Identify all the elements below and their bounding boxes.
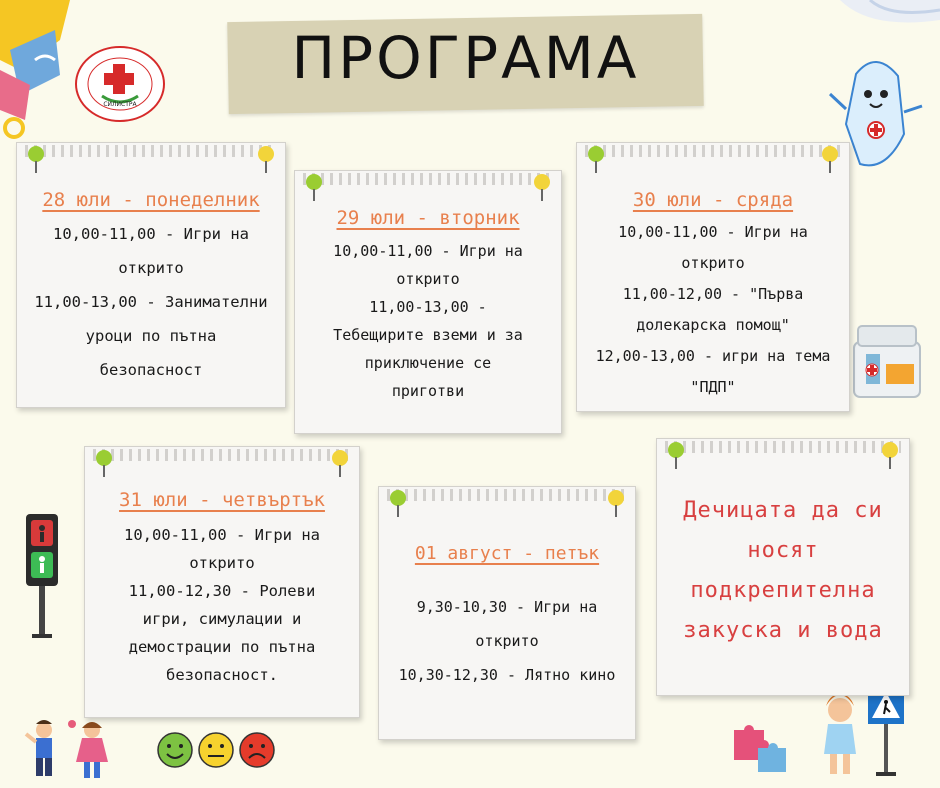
schedule-line: игри, симулации и <box>142 610 302 628</box>
day-heading: 28 юли - понеделник <box>42 189 260 211</box>
day-schedule <box>379 590 635 692</box>
day-card-thursday <box>84 446 360 718</box>
schedule-line: безопасност <box>99 361 203 379</box>
pedestrian-crossing-sign-icon <box>818 684 914 780</box>
day-heading: 30 юли - сряда <box>632 189 794 211</box>
day-card-tuesday <box>294 170 562 434</box>
schedule-line: 10,00-11,00 - Игри на <box>53 225 249 243</box>
note-rings <box>303 173 553 185</box>
schedule-line: открито <box>475 632 539 650</box>
day-card-wednesday <box>576 142 850 412</box>
pushpin-icon <box>879 441 901 471</box>
note-rings <box>665 441 901 453</box>
smiley-faces-icon <box>156 730 278 770</box>
note-rings <box>585 145 841 157</box>
day-schedule <box>85 521 359 689</box>
schedule-line: 10,00-11,00 - Игри на <box>618 223 808 241</box>
pushpin-icon <box>531 173 553 203</box>
schedule-line: демострации по пътна <box>128 638 316 656</box>
page-title: ПРОГРАМА <box>291 24 640 92</box>
schedule-line: "ПДП" <box>690 378 736 396</box>
reminder-text <box>657 491 909 651</box>
note-rings <box>93 449 351 461</box>
schedule-line: безопасност. <box>166 666 278 684</box>
day-schedule <box>577 217 849 403</box>
reminder-line: подкрепителна <box>690 578 876 603</box>
first-aid-kit-icon <box>848 312 928 407</box>
note-rings <box>387 489 627 501</box>
schedule-line: приключение се <box>364 354 492 372</box>
reminder-line: Дечицата да си <box>683 498 883 523</box>
reminder-card <box>656 438 910 696</box>
schedule-line: 10,00-11,00 - Игри на <box>124 526 320 544</box>
schedule-line: открито <box>118 259 184 277</box>
schedule-line: открито <box>681 254 745 272</box>
schedule-line: долекарска помощ" <box>636 316 790 334</box>
day-heading: 01 август - петък <box>414 543 600 564</box>
schedule-line: открито <box>396 270 460 288</box>
schedule-line: 10,00-11,00 - Игри на <box>333 242 523 260</box>
pushpin-icon <box>93 449 115 479</box>
schedule-line: уроци по пътна <box>85 327 217 345</box>
schedule-line: 11,00-12,30 - Ролеви <box>128 582 316 600</box>
schedule-line: 12,00-13,00 - игри на тема <box>595 347 831 365</box>
logo-city: СИЛИСТРА <box>103 101 137 108</box>
schedule-line: приготви <box>391 382 465 400</box>
day-schedule <box>295 237 561 405</box>
corner-decoration-icon <box>830 0 940 40</box>
children-icon <box>22 718 118 782</box>
day-schedule <box>17 217 285 387</box>
schedule-line: 10,30-12,30 - Лятно кино <box>398 666 616 684</box>
day-heading: 29 юли - вторник <box>336 207 520 229</box>
logo <box>72 44 168 124</box>
schedule-line: 11,00-13,00 - Занимателни <box>34 293 268 311</box>
reminder-line: закуска и вода <box>683 618 883 643</box>
note-rings <box>25 145 277 157</box>
schedule-line: 9,30-10,30 - Игри на <box>416 598 598 616</box>
reminder-line: носят <box>747 538 819 563</box>
schedule-line: 11,00-13,00 - <box>369 298 487 316</box>
schedule-line: Тебещирите вземи и за <box>333 326 523 344</box>
pushpin-icon <box>605 489 627 519</box>
party-confetti-icon <box>0 0 80 140</box>
pushpin-icon <box>329 449 351 479</box>
pushpin-icon <box>665 441 687 471</box>
schedule-line: 11,00-12,00 - "Първа <box>622 285 804 303</box>
puzzle-icon <box>728 714 792 778</box>
pushpin-icon <box>255 145 277 175</box>
pushpin-icon <box>387 489 409 519</box>
pushpin-icon <box>819 145 841 175</box>
pushpin-icon <box>303 173 325 203</box>
pushpin-icon <box>25 145 47 175</box>
day-card-monday <box>16 142 286 408</box>
pushpin-icon <box>585 145 607 175</box>
traffic-light-icon <box>22 512 62 640</box>
day-heading: 31 юли - четвъртък <box>119 489 325 511</box>
day-card-friday <box>378 486 636 740</box>
schedule-line: открито <box>189 554 255 572</box>
